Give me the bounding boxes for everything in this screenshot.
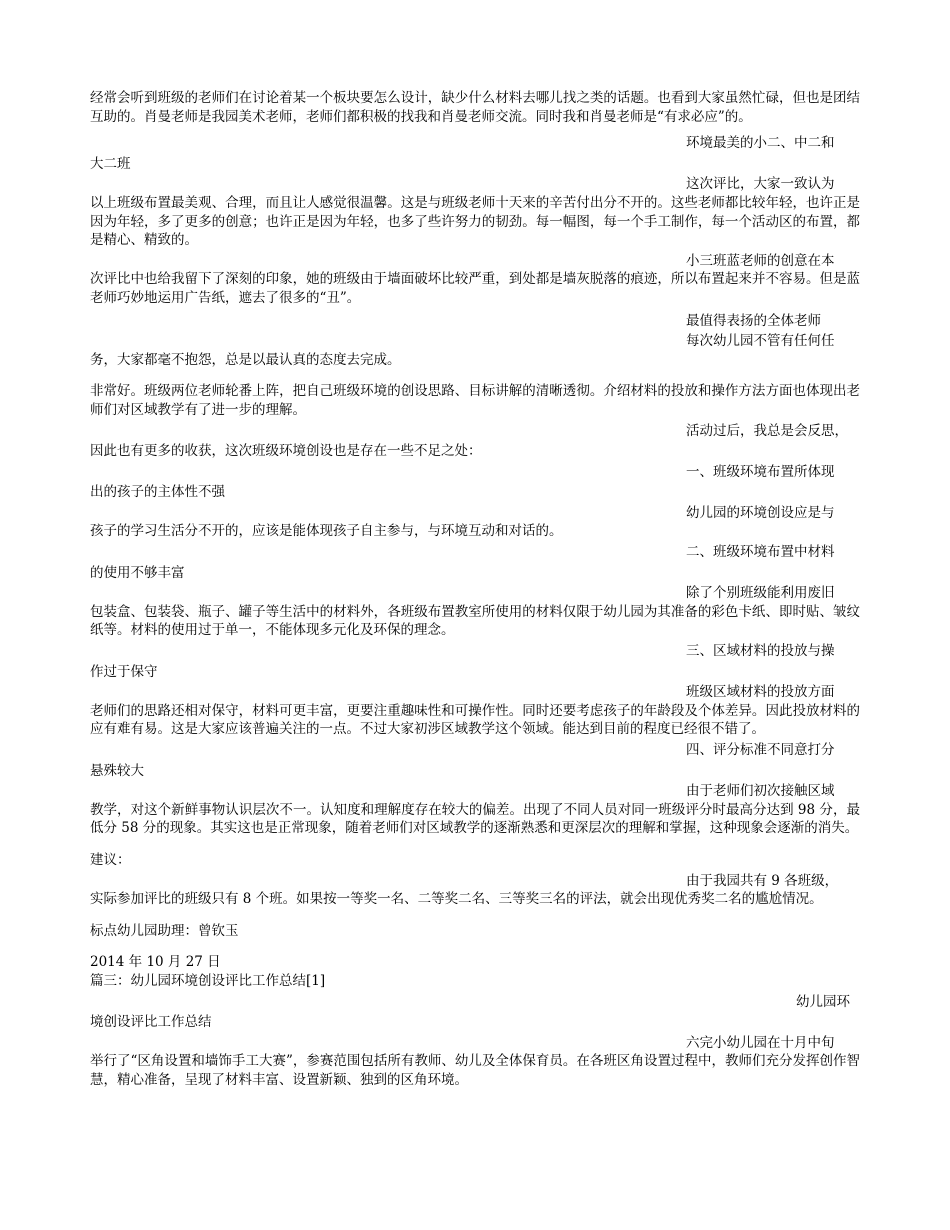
section-heading-continuation: 悬殊较大 xyxy=(90,762,144,779)
paragraph-body: 老师们的思路还相对保守，材料可更丰富，更要注重趣味性和可操作性。同时还要考虑孩子的年龄段及个体差异。因此投放材料的应有难有易。这是大家应该普遍关注的一点。不过大家初涉区域教学这个领域。能达到目前的程度已经很不错了。 xyxy=(90,702,860,738)
paragraph-start: 每次幼儿园不管有任何任 xyxy=(686,333,835,350)
document-title-continuation: 境创设评比工作总结 xyxy=(90,1014,212,1031)
paragraph-body: 因此也有更多的收获，这次班级环境创设也是存在一些不足之处： xyxy=(90,443,482,460)
signature: 标点幼儿园助理：曾钦玉 xyxy=(90,922,239,939)
section-heading-continuation: 的使用不够丰富 xyxy=(90,564,185,581)
paragraph-body: 实际参加评比的班级只有 8 个班。如果按一等奖一名、二等奖二名、三等奖三名的评法，就会出现优秀奖二名的尴尬情况。 xyxy=(90,891,823,908)
date: 2014 年 10 月 27 日 xyxy=(90,954,221,971)
chapter-title: 篇三：幼儿园环境创设评比工作总结[1] xyxy=(90,972,326,989)
section-heading: 一、班级环境布置所体现 xyxy=(686,463,835,480)
section-heading: 四、评分标准不同意打分 xyxy=(686,742,835,758)
section-heading-continuation: 出的孩子的主体性不强 xyxy=(90,484,225,501)
paragraph-body: 举行了“区角设置和墙饰手工大赛”，参赛范围包括所有教师、幼儿及全体保育员。在各班区角设置过程中，教师们充分发挥创作智慧，精心准备，呈现了材料丰富、设置新颖、独到的区角环境。 xyxy=(90,1053,860,1088)
paragraph-body: 孩子的学习生活分不开的，应该是能体现孩子自主参与，与环境互动和对话的。 xyxy=(90,523,563,540)
section-heading: 二、班级环境布置中材料 xyxy=(686,544,835,561)
document-page xyxy=(90,89,860,1090)
paragraph-start: 班级区域材料的投放方面 xyxy=(686,684,835,701)
paragraph-body: 以上班级布置最美观、合理，而且让人感觉很温馨。这是与班级老师十天来的辛苦付出分不开的。这些老师都比较年轻，也许正是因为年轻，多了更多的创意；也许正是因为年轻，也多了些许努力的韧劲。每一幅图，每一个手工制作，每一个活动区的布置，都是精心、精致的。 xyxy=(90,194,860,249)
section-heading: 最值得表扬的全体老师 xyxy=(686,312,821,329)
paragraph-body: 务，大家都毫不抱怨，总是以最认真的态度去完成。 xyxy=(90,351,401,368)
paragraph-heading: 环境最美的小二、中二和 xyxy=(686,135,835,152)
suggestion-heading: 建议： xyxy=(90,851,131,868)
section-heading-continuation: 作过于保守 xyxy=(90,663,158,680)
paragraph-start: 由于老师们初次接触区域 xyxy=(686,783,835,800)
paragraph-start: 除了个别班级能利用废旧 xyxy=(686,585,835,602)
paragraph-start: 幼儿园的环境创设应是与 xyxy=(686,504,835,521)
paragraph-start: 由于我园共有 9 各班级， xyxy=(686,872,839,889)
paragraph: 非常好。班级两位老师轮番上阵，把自己班级环境的创设思路、目标讲解的清晰透彻。介绍材料的投放和操作方法方面也体现出老师们对区域教学有了进一步的理解。 xyxy=(90,383,860,418)
section-heading: 三、区域材料的投放与操 xyxy=(686,643,835,660)
paragraph: 经常会听到班级的老师们在讨论着某一个板块要怎么设计，缺少什么材料去哪儿找之类的话题。也看到大家虽然忙碌，但也是团结互助的。肖曼老师是我园美术老师，老师们都积极的找我和肖曼老师交流。同时我和肖曼老师是“有求必应”的。 xyxy=(90,90,860,125)
paragraph-body: 教学，对这个新鲜事物认识层次不一。认知度和理解度存在较大的偏差。出现了不同人员对同一班级评分时最高分达到 98 分，最低分 58 分的现象。其实这也是正常现象，随着老师们对区域教学的逐渐熟悉和更深层次的理解和掌握，这种现象会逐渐的消失。 xyxy=(90,801,860,837)
paragraph-body: 包装盒、包装袋、瓶子、罐子等生活中的材料外，各班级布置教室所使用的材料仅限于幼儿园为其准备的彩色卡纸、即时贴、皱纹纸等。材料的使用过于单一，不能体现多元化及环保的理念。 xyxy=(90,603,860,639)
paragraph-start: 六完小幼儿园在十月中旬 xyxy=(686,1034,835,1051)
paragraph-start: 活动过后，我总是会反思， xyxy=(686,422,848,439)
paragraph-body: 次评比中也给我留下了深刻的印象，她的班级由于墙面破坏比较严重，到处都是墙灰脱落的痕迹，所以布置起来并不容易。但是蓝老师巧妙地运用广告纸，遮去了很多的“丑”。 xyxy=(90,271,860,306)
paragraph-start: 小三班蓝老师的创意在本 xyxy=(686,252,835,269)
paragraph-start: 这次评比，大家一致认为 xyxy=(686,176,835,193)
paragraph-continuation: 大二班 xyxy=(90,155,131,172)
document-title: 幼儿园环 xyxy=(796,993,850,1010)
